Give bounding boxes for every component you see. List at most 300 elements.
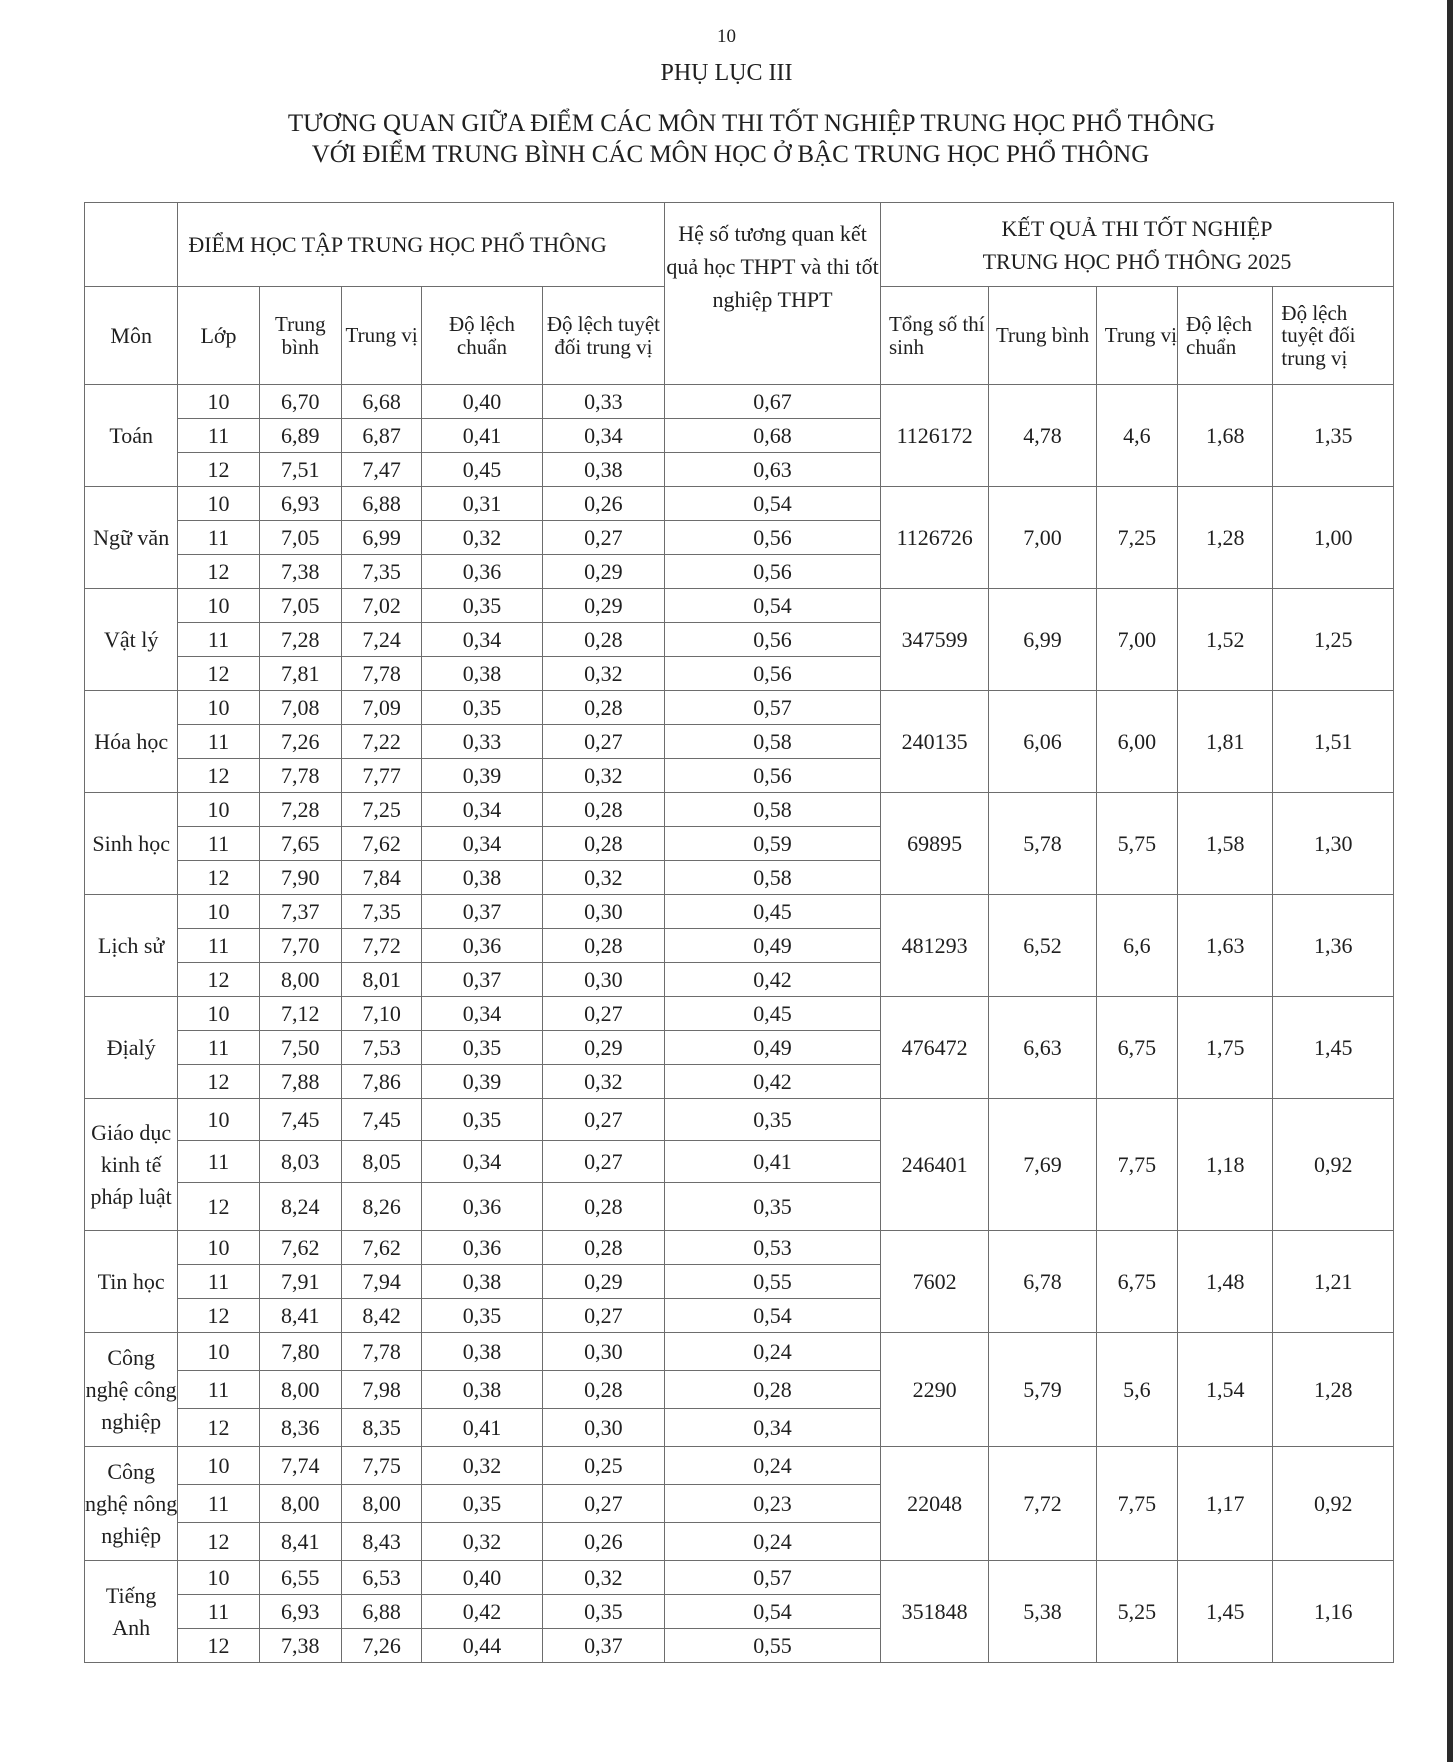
- cell-mad: 0,29: [542, 589, 664, 623]
- cell-grade: 12: [178, 759, 259, 793]
- cell-median: 7,62: [341, 827, 421, 861]
- cell-corr: 0,42: [665, 963, 881, 997]
- cell-std: 0,35: [422, 1099, 542, 1141]
- cell-grade: 12: [178, 1629, 259, 1663]
- cell-mad: 0,33: [542, 385, 664, 419]
- cell-std: 0,32: [422, 521, 542, 555]
- exam-std: 1,54: [1178, 1333, 1273, 1447]
- cell-corr: 0,57: [665, 691, 881, 725]
- cell-corr: 0,23: [665, 1485, 881, 1523]
- subject-name: Công nghệ nông nghiệp: [85, 1447, 178, 1561]
- cell-mean: 7,05: [259, 589, 341, 623]
- cell-mean: 7,05: [259, 521, 341, 555]
- exam-std: 1,81: [1178, 691, 1273, 793]
- cell-mean: 6,93: [259, 1595, 341, 1629]
- cell-mad: 0,28: [542, 929, 664, 963]
- cell-std: 0,35: [422, 589, 542, 623]
- cell-corr: 0,56: [665, 623, 881, 657]
- cell-std: 0,40: [422, 1561, 542, 1595]
- cell-mad: 0,35: [542, 1595, 664, 1629]
- cell-grade: 11: [178, 1485, 259, 1523]
- exam-std: 1,48: [1178, 1231, 1273, 1333]
- cell-median: 7,35: [341, 895, 421, 929]
- exam-mad: 0,92: [1273, 1099, 1394, 1231]
- cell-mean: 7,51: [259, 453, 341, 487]
- exam-mad: 1,30: [1273, 793, 1394, 895]
- exam-mean: 7,00: [989, 487, 1096, 589]
- cell-std: 0,38: [422, 657, 542, 691]
- cell-std: 0,44: [422, 1629, 542, 1663]
- header-subject: Môn: [85, 287, 178, 385]
- cell-mad: 0,30: [542, 1333, 664, 1371]
- cell-grade: 12: [178, 1409, 259, 1447]
- cell-median: 7,25: [341, 793, 421, 827]
- cell-corr: 0,54: [665, 1595, 881, 1629]
- cell-corr: 0,63: [665, 453, 881, 487]
- cell-median: 6,87: [341, 419, 421, 453]
- subject-name: Địalý: [85, 997, 178, 1099]
- cell-std: 0,33: [422, 725, 542, 759]
- cell-corr: 0,49: [665, 1031, 881, 1065]
- cell-corr: 0,55: [665, 1265, 881, 1299]
- cell-corr: 0,54: [665, 487, 881, 521]
- cell-mad: 0,27: [542, 1099, 664, 1141]
- cell-grade: 11: [178, 1371, 259, 1409]
- exam-median: 4,6: [1096, 385, 1177, 487]
- cell-grade: 12: [178, 1183, 259, 1231]
- cell-corr: 0,56: [665, 759, 881, 793]
- cell-corr: 0,58: [665, 861, 881, 895]
- table-row: [85, 1561, 1394, 1595]
- subject-name: Công nghệ công nghiệp: [85, 1333, 178, 1447]
- exam-median: 6,6: [1096, 895, 1177, 997]
- cell-mean: 7,50: [259, 1031, 341, 1065]
- cell-mad: 0,32: [542, 861, 664, 895]
- subject-name: Tiếng Anh: [85, 1561, 178, 1663]
- cell-mad: 0,28: [542, 1371, 664, 1409]
- cell-grade: 10: [178, 1447, 259, 1485]
- exam-std: 1,18: [1178, 1099, 1273, 1231]
- cell-grade: 11: [178, 725, 259, 759]
- cell-median: 7,02: [341, 589, 421, 623]
- cell-mad: 0,28: [542, 793, 664, 827]
- cell-std: 0,35: [422, 1299, 542, 1333]
- table-body: [85, 385, 1394, 1663]
- cell-median: 7,22: [341, 725, 421, 759]
- cell-mean: 8,00: [259, 1371, 341, 1409]
- exam-median: 6,00: [1096, 691, 1177, 793]
- cell-std: 0,34: [422, 623, 542, 657]
- cell-std: 0,31: [422, 487, 542, 521]
- cell-mad: 0,27: [542, 1141, 664, 1183]
- cell-median: 7,86: [341, 1065, 421, 1099]
- cell-mad: 0,28: [542, 1231, 664, 1265]
- page-edge: [1447, 0, 1453, 1762]
- table-row: [85, 589, 1394, 623]
- cell-corr: 0,55: [665, 1629, 881, 1663]
- title-line-1: TƯƠNG QUAN GIỮA ĐIỂM CÁC MÔN THI TỐT NGHIỆP TRUNG HỌC PHỔ THÔNG: [287, 110, 1216, 137]
- cell-mad: 0,25: [542, 1447, 664, 1485]
- cell-grade: 10: [178, 691, 259, 725]
- exam-mad: 1,45: [1273, 997, 1394, 1099]
- cell-median: 7,77: [341, 759, 421, 793]
- exam-candidates: 351848: [880, 1561, 988, 1663]
- cell-mad: 0,28: [542, 623, 664, 657]
- exam-median: 7,00: [1096, 589, 1177, 691]
- cell-mad: 0,32: [542, 1561, 664, 1595]
- exam-std: 1,45: [1178, 1561, 1273, 1663]
- table-row: [85, 895, 1394, 929]
- cell-corr: 0,35: [665, 1099, 881, 1141]
- cell-grade: 12: [178, 657, 259, 691]
- cell-mad: 0,26: [542, 1523, 664, 1561]
- exam-mad: 1,16: [1273, 1561, 1394, 1663]
- cell-corr: 0,24: [665, 1523, 881, 1561]
- cell-corr: 0,57: [665, 1561, 881, 1595]
- cell-median: 8,01: [341, 963, 421, 997]
- cell-std: 0,34: [422, 793, 542, 827]
- cell-std: 0,34: [422, 827, 542, 861]
- cell-std: 0,37: [422, 963, 542, 997]
- exam-mad: 1,51: [1273, 691, 1394, 793]
- cell-median: 8,42: [341, 1299, 421, 1333]
- header-exam-line-1: KẾT QUẢ THI TỐT NGHIỆP: [1001, 215, 1273, 241]
- cell-grade: 11: [178, 1141, 259, 1183]
- exam-std: 1,52: [1178, 589, 1273, 691]
- cell-mad: 0,28: [542, 691, 664, 725]
- cell-mean: 8,41: [259, 1299, 341, 1333]
- exam-mean: 6,06: [989, 691, 1096, 793]
- cell-grade: 10: [178, 793, 259, 827]
- cell-mad: 0,32: [542, 1065, 664, 1099]
- subject-name: Ngữ văn: [85, 487, 178, 589]
- cell-corr: 0,24: [665, 1447, 881, 1485]
- cell-grade: 11: [178, 1031, 259, 1065]
- header-mean: Trung bình: [259, 287, 341, 385]
- header-candidates: Tổng số thí sinh: [880, 287, 988, 385]
- cell-mean: 7,12: [259, 997, 341, 1031]
- cell-corr: 0,35: [665, 1183, 881, 1231]
- cell-grade: 12: [178, 1065, 259, 1099]
- cell-std: 0,37: [422, 895, 542, 929]
- cell-corr: 0,58: [665, 793, 881, 827]
- cell-mean: 7,38: [259, 555, 341, 589]
- header-exam-std: Độ lệch chuẩn: [1178, 287, 1273, 385]
- cell-median: 7,84: [341, 861, 421, 895]
- cell-std: 0,40: [422, 385, 542, 419]
- exam-std: 1,58: [1178, 793, 1273, 895]
- exam-mean: 6,78: [989, 1231, 1096, 1333]
- exam-median: 5,6: [1096, 1333, 1177, 1447]
- cell-mean: 7,78: [259, 759, 341, 793]
- cell-std: 0,36: [422, 1231, 542, 1265]
- exam-mean: 5,79: [989, 1333, 1096, 1447]
- exam-candidates: 476472: [880, 997, 988, 1099]
- cell-mean: 7,38: [259, 1629, 341, 1663]
- cell-corr: 0,56: [665, 555, 881, 589]
- exam-candidates: 69895: [880, 793, 988, 895]
- exam-median: 6,75: [1096, 1231, 1177, 1333]
- cell-median: 7,10: [341, 997, 421, 1031]
- cell-grade: 12: [178, 861, 259, 895]
- cell-median: 7,45: [341, 1099, 421, 1141]
- table-row: [85, 1099, 1394, 1141]
- subject-name: Vật lý: [85, 589, 178, 691]
- cell-mean: 7,28: [259, 623, 341, 657]
- cell-std: 0,38: [422, 861, 542, 895]
- header-correlation: Hệ số tương quan kết quả học THPT và thi tốt nghiệp THPT: [665, 203, 881, 385]
- cell-median: 7,78: [341, 657, 421, 691]
- cell-median: 6,53: [341, 1561, 421, 1595]
- cell-mean: 7,90: [259, 861, 341, 895]
- exam-candidates: 7602: [880, 1231, 988, 1333]
- header-exam-group: [880, 203, 1393, 287]
- cell-std: 0,38: [422, 1371, 542, 1409]
- cell-corr: 0,56: [665, 521, 881, 555]
- table-row: [85, 385, 1394, 419]
- exam-mean: 7,69: [989, 1099, 1096, 1231]
- header-std: Độ lệch chuẩn: [422, 287, 542, 385]
- cell-corr: 0,45: [665, 997, 881, 1031]
- exam-mad: 0,92: [1273, 1447, 1394, 1561]
- cell-mean: 8,41: [259, 1523, 341, 1561]
- cell-std: 0,38: [422, 1333, 542, 1371]
- table-row: [85, 1447, 1394, 1485]
- cell-std: 0,35: [422, 691, 542, 725]
- table-row: [85, 691, 1394, 725]
- exam-candidates: 22048: [880, 1447, 988, 1561]
- cell-std: 0,32: [422, 1523, 542, 1561]
- exam-candidates: 2290: [880, 1333, 988, 1447]
- cell-median: 7,53: [341, 1031, 421, 1065]
- cell-median: 7,75: [341, 1447, 421, 1485]
- exam-std: 1,75: [1178, 997, 1273, 1099]
- cell-mad: 0,29: [542, 1265, 664, 1299]
- cell-std: 0,32: [422, 1447, 542, 1485]
- exam-median: 7,75: [1096, 1447, 1177, 1561]
- exam-median: 7,25: [1096, 487, 1177, 589]
- cell-grade: 11: [178, 1265, 259, 1299]
- cell-median: 8,05: [341, 1141, 421, 1183]
- cell-corr: 0,59: [665, 827, 881, 861]
- header-mad: Độ lệch tuyệt đối trung vị: [542, 287, 664, 385]
- cell-corr: 0,54: [665, 1299, 881, 1333]
- exam-mean: 4,78: [989, 385, 1096, 487]
- cell-mean: 7,81: [259, 657, 341, 691]
- cell-grade: 10: [178, 385, 259, 419]
- exam-mean: 6,63: [989, 997, 1096, 1099]
- cell-mean: 7,45: [259, 1099, 341, 1141]
- cell-mad: 0,27: [542, 1485, 664, 1523]
- cell-grade: 12: [178, 963, 259, 997]
- exam-mean: 5,78: [989, 793, 1096, 895]
- exam-mad: 1,25: [1273, 589, 1394, 691]
- cell-mean: 7,70: [259, 929, 341, 963]
- cell-grade: 10: [178, 1333, 259, 1371]
- cell-std: 0,38: [422, 1265, 542, 1299]
- exam-candidates: 481293: [880, 895, 988, 997]
- cell-std: 0,39: [422, 759, 542, 793]
- cell-corr: 0,34: [665, 1409, 881, 1447]
- cell-std: 0,39: [422, 1065, 542, 1099]
- title-line-2: VỚI ĐIỂM TRUNG BÌNH CÁC MÔN HỌC Ở BẬC TRUNG HỌC PHỔ THÔNG: [311, 141, 1150, 168]
- cell-grade: 12: [178, 1523, 259, 1561]
- cell-grade: 11: [178, 827, 259, 861]
- cell-median: 7,62: [341, 1231, 421, 1265]
- exam-median: 6,75: [1096, 997, 1177, 1099]
- cell-corr: 0,41: [665, 1141, 881, 1183]
- cell-grade: 10: [178, 1561, 259, 1595]
- exam-std: 1,68: [1178, 385, 1273, 487]
- exam-median: 5,25: [1096, 1561, 1177, 1663]
- cell-mad: 0,32: [542, 657, 664, 691]
- cell-mad: 0,34: [542, 419, 664, 453]
- cell-median: 7,98: [341, 1371, 421, 1409]
- cell-std: 0,41: [422, 1409, 542, 1447]
- cell-mad: 0,32: [542, 759, 664, 793]
- cell-corr: 0,56: [665, 657, 881, 691]
- header-grade: Lớp: [178, 287, 259, 385]
- cell-corr: 0,45: [665, 895, 881, 929]
- cell-mad: 0,28: [542, 827, 664, 861]
- cell-grade: 10: [178, 997, 259, 1031]
- cell-mean: 6,93: [259, 487, 341, 521]
- cell-grade: 11: [178, 1595, 259, 1629]
- cell-median: 8,26: [341, 1183, 421, 1231]
- cell-corr: 0,28: [665, 1371, 881, 1409]
- cell-corr: 0,53: [665, 1231, 881, 1265]
- subject-name: Sinh học: [85, 793, 178, 895]
- cell-grade: 10: [178, 895, 259, 929]
- cell-grade: 11: [178, 929, 259, 963]
- cell-mean: 8,36: [259, 1409, 341, 1447]
- cell-mad: 0,37: [542, 1629, 664, 1663]
- cell-mean: 6,70: [259, 385, 341, 419]
- table-row: [85, 1333, 1394, 1371]
- header-median: Trung vị: [341, 287, 421, 385]
- exam-std: 1,17: [1178, 1447, 1273, 1561]
- subject-name: Hóa học: [85, 691, 178, 793]
- cell-grade: 12: [178, 453, 259, 487]
- cell-median: 8,35: [341, 1409, 421, 1447]
- subject-name: Giáo dục kinh tế pháp luật: [85, 1099, 178, 1231]
- exam-median: 7,75: [1096, 1099, 1177, 1231]
- exam-candidates: 1126726: [880, 487, 988, 589]
- cell-mad: 0,30: [542, 1409, 664, 1447]
- exam-mad: 1,21: [1273, 1231, 1394, 1333]
- exam-mean: 6,52: [989, 895, 1096, 997]
- exam-std: 1,28: [1178, 487, 1273, 589]
- header-exam-median: Trung vị: [1096, 287, 1177, 385]
- cell-grade: 11: [178, 521, 259, 555]
- exam-mean: 6,99: [989, 589, 1096, 691]
- cell-mean: 7,91: [259, 1265, 341, 1299]
- cell-std: 0,41: [422, 419, 542, 453]
- cell-median: 6,68: [341, 385, 421, 419]
- cell-mean: 7,26: [259, 725, 341, 759]
- header-exam-mean: Trung bình: [989, 287, 1096, 385]
- cell-mad: 0,28: [542, 1183, 664, 1231]
- table-row: [85, 997, 1394, 1031]
- cell-grade: 10: [178, 1099, 259, 1141]
- cell-corr: 0,58: [665, 725, 881, 759]
- cell-median: 6,88: [341, 487, 421, 521]
- subject-name: Toán: [85, 385, 178, 487]
- cell-std: 0,36: [422, 929, 542, 963]
- cell-median: 7,78: [341, 1333, 421, 1371]
- cell-corr: 0,49: [665, 929, 881, 963]
- cell-mean: 8,00: [259, 1485, 341, 1523]
- cell-mean: 6,55: [259, 1561, 341, 1595]
- cell-mean: 6,89: [259, 419, 341, 453]
- subject-name: Lịch sử: [85, 895, 178, 997]
- correlation-table: [84, 202, 1394, 1663]
- cell-mean: 7,74: [259, 1447, 341, 1485]
- cell-mad: 0,27: [542, 725, 664, 759]
- exam-candidates: 240135: [880, 691, 988, 793]
- cell-std: 0,35: [422, 1031, 542, 1065]
- page-title: [0, 108, 1453, 170]
- cell-mad: 0,27: [542, 997, 664, 1031]
- cell-mean: 7,28: [259, 793, 341, 827]
- exam-std: 1,63: [1178, 895, 1273, 997]
- cell-mean: 7,37: [259, 895, 341, 929]
- cell-mad: 0,38: [542, 453, 664, 487]
- cell-mean: 7,08: [259, 691, 341, 725]
- appendix-title: PHỤ LỤC III: [660, 60, 793, 86]
- cell-corr: 0,54: [665, 589, 881, 623]
- cell-median: 7,35: [341, 555, 421, 589]
- cell-median: 7,09: [341, 691, 421, 725]
- cell-mad: 0,27: [542, 1299, 664, 1333]
- cell-median: 8,43: [341, 1523, 421, 1561]
- cell-grade: 10: [178, 487, 259, 521]
- cell-median: 8,00: [341, 1485, 421, 1523]
- exam-mad: 1,36: [1273, 895, 1394, 997]
- exam-candidates: 1126172: [880, 385, 988, 487]
- cell-corr: 0,67: [665, 385, 881, 419]
- cell-mean: 7,80: [259, 1333, 341, 1371]
- cell-mad: 0,30: [542, 895, 664, 929]
- exam-mean: 7,72: [989, 1447, 1096, 1561]
- cell-median: 6,88: [341, 1595, 421, 1629]
- page-number: 10: [717, 26, 736, 47]
- cell-corr: 0,68: [665, 419, 881, 453]
- cell-std: 0,42: [422, 1595, 542, 1629]
- cell-mad: 0,27: [542, 521, 664, 555]
- cell-std: 0,45: [422, 453, 542, 487]
- cell-std: 0,34: [422, 1141, 542, 1183]
- header-exam-line-2: TRUNG HỌC PHỔ THÔNG 2025: [982, 248, 1292, 274]
- cell-median: 7,26: [341, 1629, 421, 1663]
- cell-corr: 0,42: [665, 1065, 881, 1099]
- cell-mean: 7,65: [259, 827, 341, 861]
- cell-mean: 8,03: [259, 1141, 341, 1183]
- exam-candidates: 347599: [880, 589, 988, 691]
- cell-grade: 11: [178, 623, 259, 657]
- cell-mad: 0,26: [542, 487, 664, 521]
- cell-mean: 7,62: [259, 1231, 341, 1265]
- exam-mad: 1,28: [1273, 1333, 1394, 1447]
- cell-mad: 0,30: [542, 963, 664, 997]
- header-study-group: ĐIỂM HỌC TẬP TRUNG HỌC PHỔ THÔNG: [178, 203, 665, 287]
- subject-name: Tin học: [85, 1231, 178, 1333]
- table-row: [85, 793, 1394, 827]
- cell-median: 7,72: [341, 929, 421, 963]
- cell-grade: 10: [178, 1231, 259, 1265]
- header-empty-corner: [85, 203, 178, 287]
- cell-mean: 8,24: [259, 1183, 341, 1231]
